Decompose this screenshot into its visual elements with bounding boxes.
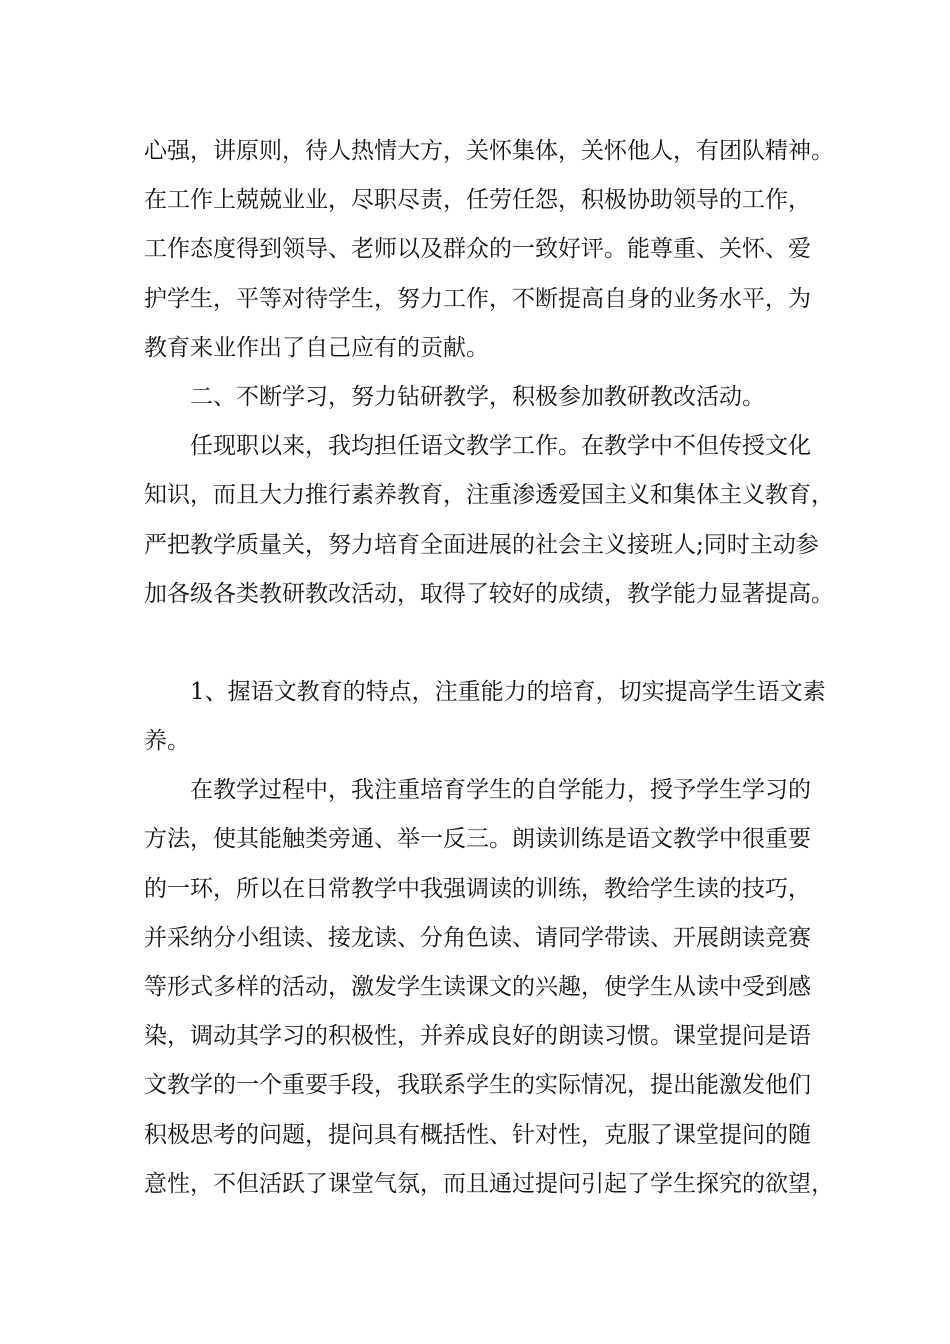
- section-heading: 二、不断学习，努力钻研教学，积极参加教研教改活动。: [190, 383, 765, 410]
- text-line: 任现职以来，我均担任语文教学工作。在教学中不但传授文化: [190, 433, 811, 460]
- text-line: 文教学的一个重要手段，我联系学生的实际情况，提出能激发他们: [144, 1072, 811, 1099]
- subsection-heading: 1、握语文教育的特点，注重能力的培育，切实提高学生语文素: [190, 678, 826, 705]
- text-line: 在教学过程中，我注重培育学生的自学能力，授予学生学习的: [190, 777, 811, 804]
- text-line: 心强，讲原则，待人热情大方，关怀集体，关怀他人，有团队精神。: [144, 138, 834, 164]
- text-line: 工作态度得到领导、老师以及群众的一致好评。能尊重、关怀、爱: [144, 236, 811, 263]
- text-line: 知识，而且大力推行素养教育，注重渗透爱国主义和集体主义教育，: [144, 482, 834, 509]
- text-line: 方法，使其能触类旁通、举一反三。朗读训练是语文教学中很重要: [144, 826, 811, 853]
- text-line: 养。: [144, 728, 190, 755]
- text-line: 等形式多样的活动，激发学生读课文的兴趣，使学生从读中受到感: [144, 974, 811, 1000]
- text-line: 意性，不但活跃了课堂气氛，而且通过提问引起了学生探究的欲望，: [144, 1170, 834, 1197]
- text-line: 教育来业作出了自己应有的贡献。: [144, 334, 489, 361]
- document-body: [144, 127, 834, 1209]
- paragraph-gap: [144, 619, 824, 668]
- text-line: 在工作上兢兢业业，尽职尽责，任劳任怨，积极协助领导的工作，: [144, 187, 811, 214]
- text-line: 护学生，平等对待学生，努力工作，不断提高自身的业务水平，为: [144, 285, 811, 312]
- text-line: 严把教学质量关，努力培育全面进展的社会主义接班人;同时主动参: [144, 531, 819, 558]
- text-line: 的一环，所以在日常教学中我强调读的训练，教给学生读的技巧，: [144, 875, 811, 902]
- text-line: 积极思考的问题，提问具有概括性、针对性，克服了课堂提问的随: [144, 1121, 811, 1148]
- text-line: 加各级各类教研教改活动，取得了较好的成绩，教学能力显著提高。: [144, 580, 834, 607]
- text-line: 染，调动其学习的积极性，并养成良好的朗读习惯。课堂提问是语: [144, 1023, 811, 1050]
- text-line: 并采纳分小组读、接龙读、分角色读、请同学带读、开展朗读竞赛: [144, 924, 811, 951]
